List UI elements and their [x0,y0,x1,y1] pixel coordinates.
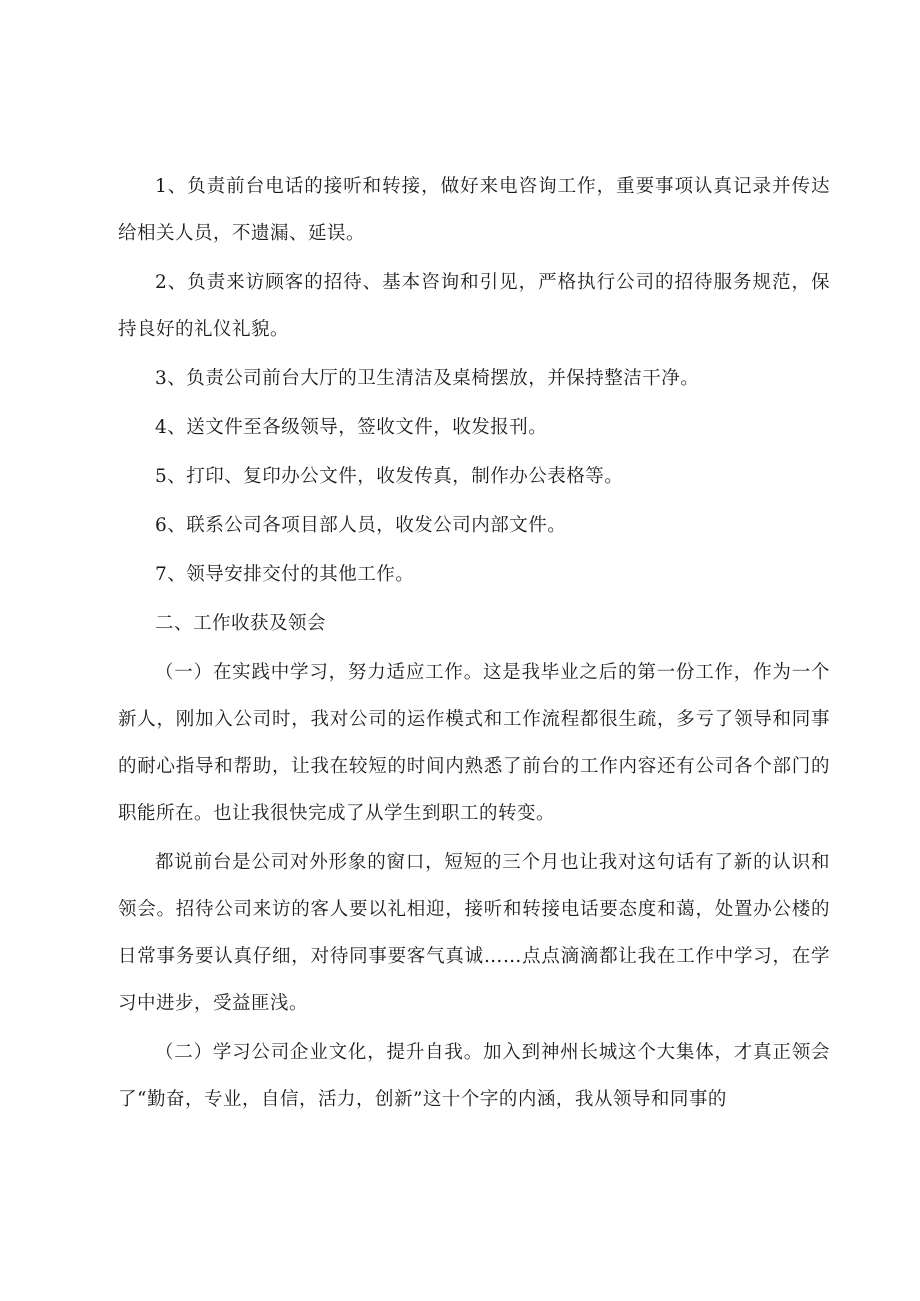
duty-item-2: 2、负责来访顾客的招待、基本咨询和引见，严格执行公司的招待服务规范，保持良好的礼仪礼貌。 [118,272,830,340]
duty-item-7: 7、领导安排交付的其他工作。 [155,564,415,585]
subsection-2-paragraph: （二）学习公司企业文化，提升自我。加入到神州长城这个大集体，才真正领会了“勤奋，专业，自信，活力，创新”这十个字的内涵，我从领导和同事的 [118,1042,830,1110]
section-heading-2: 二、工作收获及领会 [155,613,327,634]
duty-item-5: 5、打印、复印办公文件，收发传真，制作办公表格等。 [155,466,624,487]
duty-item-6: 6、联系公司各项目部人员，收发公司内部文件。 [155,515,567,536]
document-body [118,163,830,1123]
duty-item-1: 1、负责前台电话的接听和转接，做好来电咨询工作，重要事项认真记录并传达给相关人员，不遗漏、延误。 [118,176,830,244]
duty-item-3: 3、负责公司前台大厅的卫生清洁及桌椅摆放，并保持整洁干净。 [155,368,700,389]
duty-item-4: 4、送文件至各级领导，签收文件，收发报刊。 [155,417,548,438]
front-desk-paragraph: 都说前台是公司对外形象的窗口，短短的三个月也让我对这句话有了新的认识和领会。招待公司来访的客人要以礼相迎，接听和转接电话要态度和蔼，处置办公楼的日常事务要认真仔细，对待同事要客气真诚……点点滴滴都让我在工作中学习，在学习中进步，受益匪浅。 [118,852,830,1014]
subsection-1-paragraph: （一）在实践中学习，努力适应工作。这是我毕业之后的第一份工作，作为一个新人，刚加入公司时，我对公司的运作模式和工作流程都很生疏，多亏了领导和同事的耐心指导和帮助，让我在较短的时间内熟悉了前台的工作内容还有公司各个部门的职能所在。也让我很快完成了从学生到职工的转变。 [118,662,830,824]
